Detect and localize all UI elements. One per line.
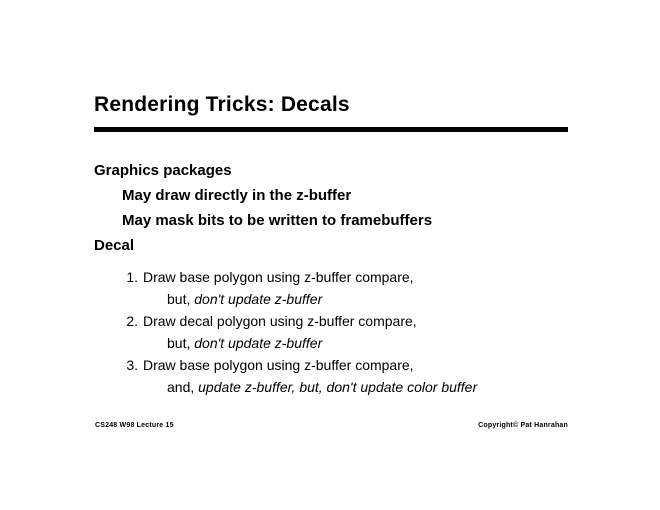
list-item <box>122 354 584 376</box>
step-text: Draw base polygon using z-buffer compare, <box>143 269 414 285</box>
page-title: Rendering Tricks: Decals <box>94 93 350 116</box>
footer-course-label: CS248 W98 Lecture 15 <box>95 422 174 429</box>
list-item <box>122 266 584 288</box>
step-subline <box>167 376 584 398</box>
step-text: Draw decal polygon using z-buffer compare, <box>143 313 417 329</box>
step-number: 3. <box>126 357 138 373</box>
step-subline <box>167 332 584 354</box>
step-number: 1. <box>126 269 138 285</box>
step-sub-lead: and, <box>167 379 195 395</box>
step-subline <box>167 288 584 310</box>
step-text: Draw base polygon using z-buffer compare, <box>143 357 414 373</box>
step-sub-emphasis: don't update z-buffer <box>194 335 323 351</box>
step-sub-lead: but, <box>167 291 191 307</box>
bullet-decal: Decal <box>94 237 135 254</box>
step-sub-lead: but, <box>167 335 191 351</box>
numbered-steps <box>94 266 584 398</box>
step-sub-emphasis: update z-buffer, but, don't update color buffer <box>198 379 478 395</box>
step-number: 2. <box>126 313 138 329</box>
bullet-may-draw-directly: May draw directly in the z-buffer <box>122 187 352 204</box>
bullet-may-mask-bits: May mask bits to be written to framebuffers <box>122 212 433 229</box>
step-sub-emphasis: don't update z-buffer <box>194 291 323 307</box>
list-item <box>122 310 584 332</box>
bullet-graphics-packages: Graphics packages <box>94 162 232 179</box>
footer-copyright: Copyright© Pat Hanrahan <box>478 422 568 429</box>
title-divider <box>94 127 568 132</box>
slide-body <box>94 158 584 398</box>
